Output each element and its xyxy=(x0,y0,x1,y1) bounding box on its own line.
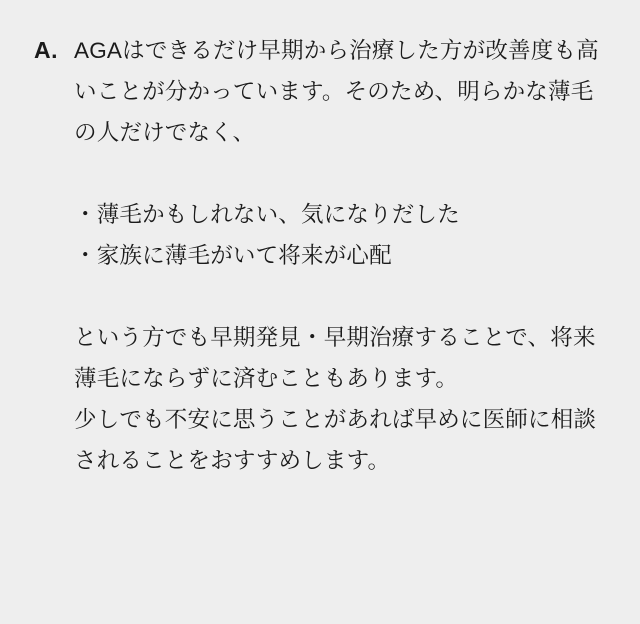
list-item xyxy=(74,194,606,235)
list-item-label: 薄毛かもしれない、気になりだした xyxy=(96,202,460,227)
paragraph-spacer-1 xyxy=(74,153,606,194)
list-item-label: 家族に薄毛がいて将来が心配 xyxy=(96,243,392,268)
answer-closing-paragraph-1: という方でも早期発見・早期治療することで、将来薄毛にならずに済むこともあります。 xyxy=(74,325,596,391)
answer-marker: A. xyxy=(34,37,58,63)
answer-intro-paragraph: AGAはできるだけ早期から治療した方が改善度も高いことが分かっています。そのため、明らかな薄毛の人だけでなく、 xyxy=(74,38,599,145)
list-item xyxy=(74,235,606,276)
answer-closing-paragraph-2: 少しでも不安に思うことがあれば早めに医師に相談されることをおすすめします。 xyxy=(74,407,597,473)
paragraph-spacer-2 xyxy=(74,276,606,317)
bullet-mark-icon: ・ xyxy=(74,243,97,268)
answer-bullet-list xyxy=(74,194,606,276)
bullet-mark-icon: ・ xyxy=(74,202,97,227)
answer-body xyxy=(74,30,606,481)
